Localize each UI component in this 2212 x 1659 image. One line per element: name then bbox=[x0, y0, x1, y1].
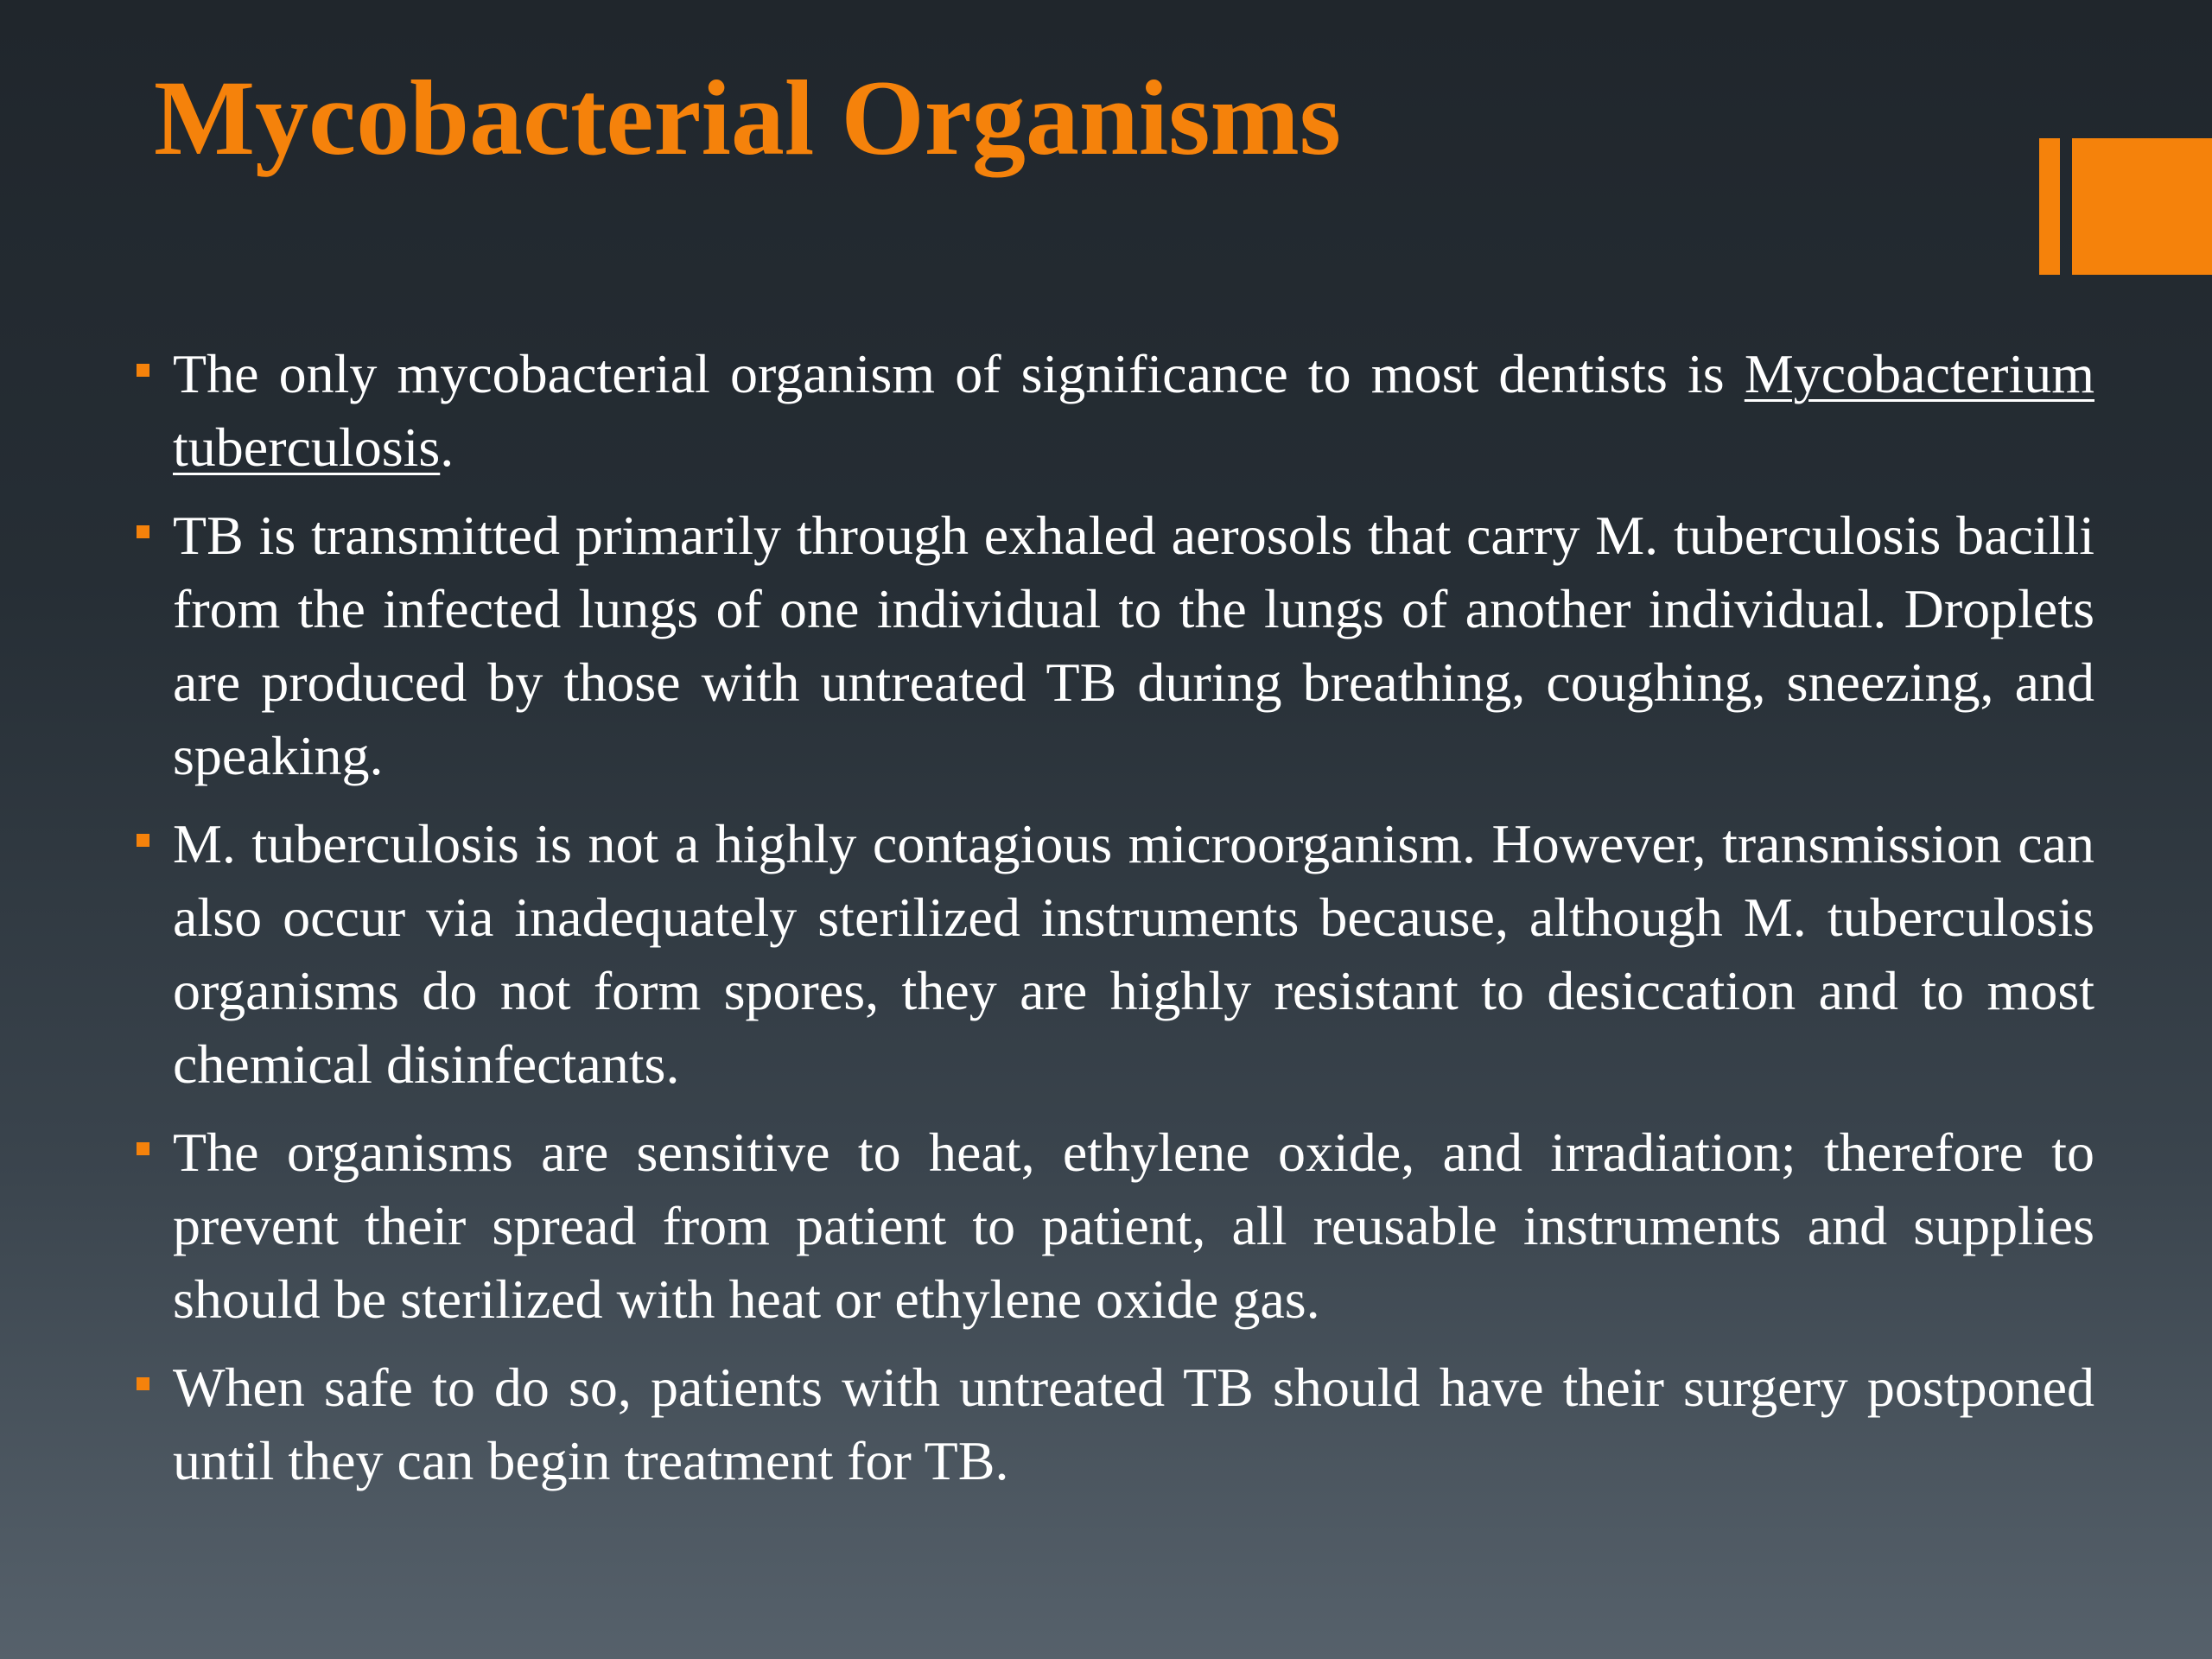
bullet-text-end: . bbox=[440, 416, 454, 478]
bullet-text: When safe to do so, patients with untreated TB should have their surgery postponed until they can begin treatment for TB. bbox=[173, 1357, 2094, 1491]
bullet-text: The only mycobacterial organism of significance to most dentists is bbox=[173, 343, 1745, 404]
square-bullet-icon bbox=[137, 1142, 149, 1155]
bullet-text: The organisms are sensitive to heat, ethylene oxide, and irradiation; therefore to prevent their spread from patient to patient, all reusable instruments and supplies should be sterilized with heat or ethylene oxide gas. bbox=[173, 1122, 2094, 1330]
bullet-list bbox=[130, 337, 2094, 1512]
bullet-text: M. tuberculosis is not a highly contagious microorganism. However, transmission can also occur via inadequately sterilized instruments because, although M. tuberculosis organisms do not form spores, they are highly resistant to desiccation and to most chemical disinfectants. bbox=[173, 813, 2094, 1095]
square-bullet-icon bbox=[137, 525, 149, 538]
bullet-item bbox=[130, 1351, 2094, 1497]
bullet-item bbox=[130, 1116, 2094, 1336]
square-bullet-icon bbox=[137, 834, 149, 847]
underlined-term: Mycobacterium tuberculosis bbox=[173, 343, 2094, 478]
bullet-item bbox=[130, 807, 2094, 1101]
accent-bar-thick bbox=[2072, 138, 2212, 275]
accent-bar-thin bbox=[2039, 138, 2060, 275]
square-bullet-icon bbox=[137, 364, 149, 377]
square-bullet-icon bbox=[137, 1377, 149, 1390]
bullet-item bbox=[130, 499, 2094, 792]
bullet-text: TB is transmitted primarily through exhaled aerosols that carry M. tuberculosis bacilli from the infected lungs of one individual to the lungs of another individual. Droplets are produced by those with untreated TB during breathing, coughing, sneezing, and speaking. bbox=[173, 505, 2094, 786]
slide-title: Mycobacterial Organisms bbox=[154, 59, 1342, 177]
bullet-item bbox=[130, 337, 2094, 484]
